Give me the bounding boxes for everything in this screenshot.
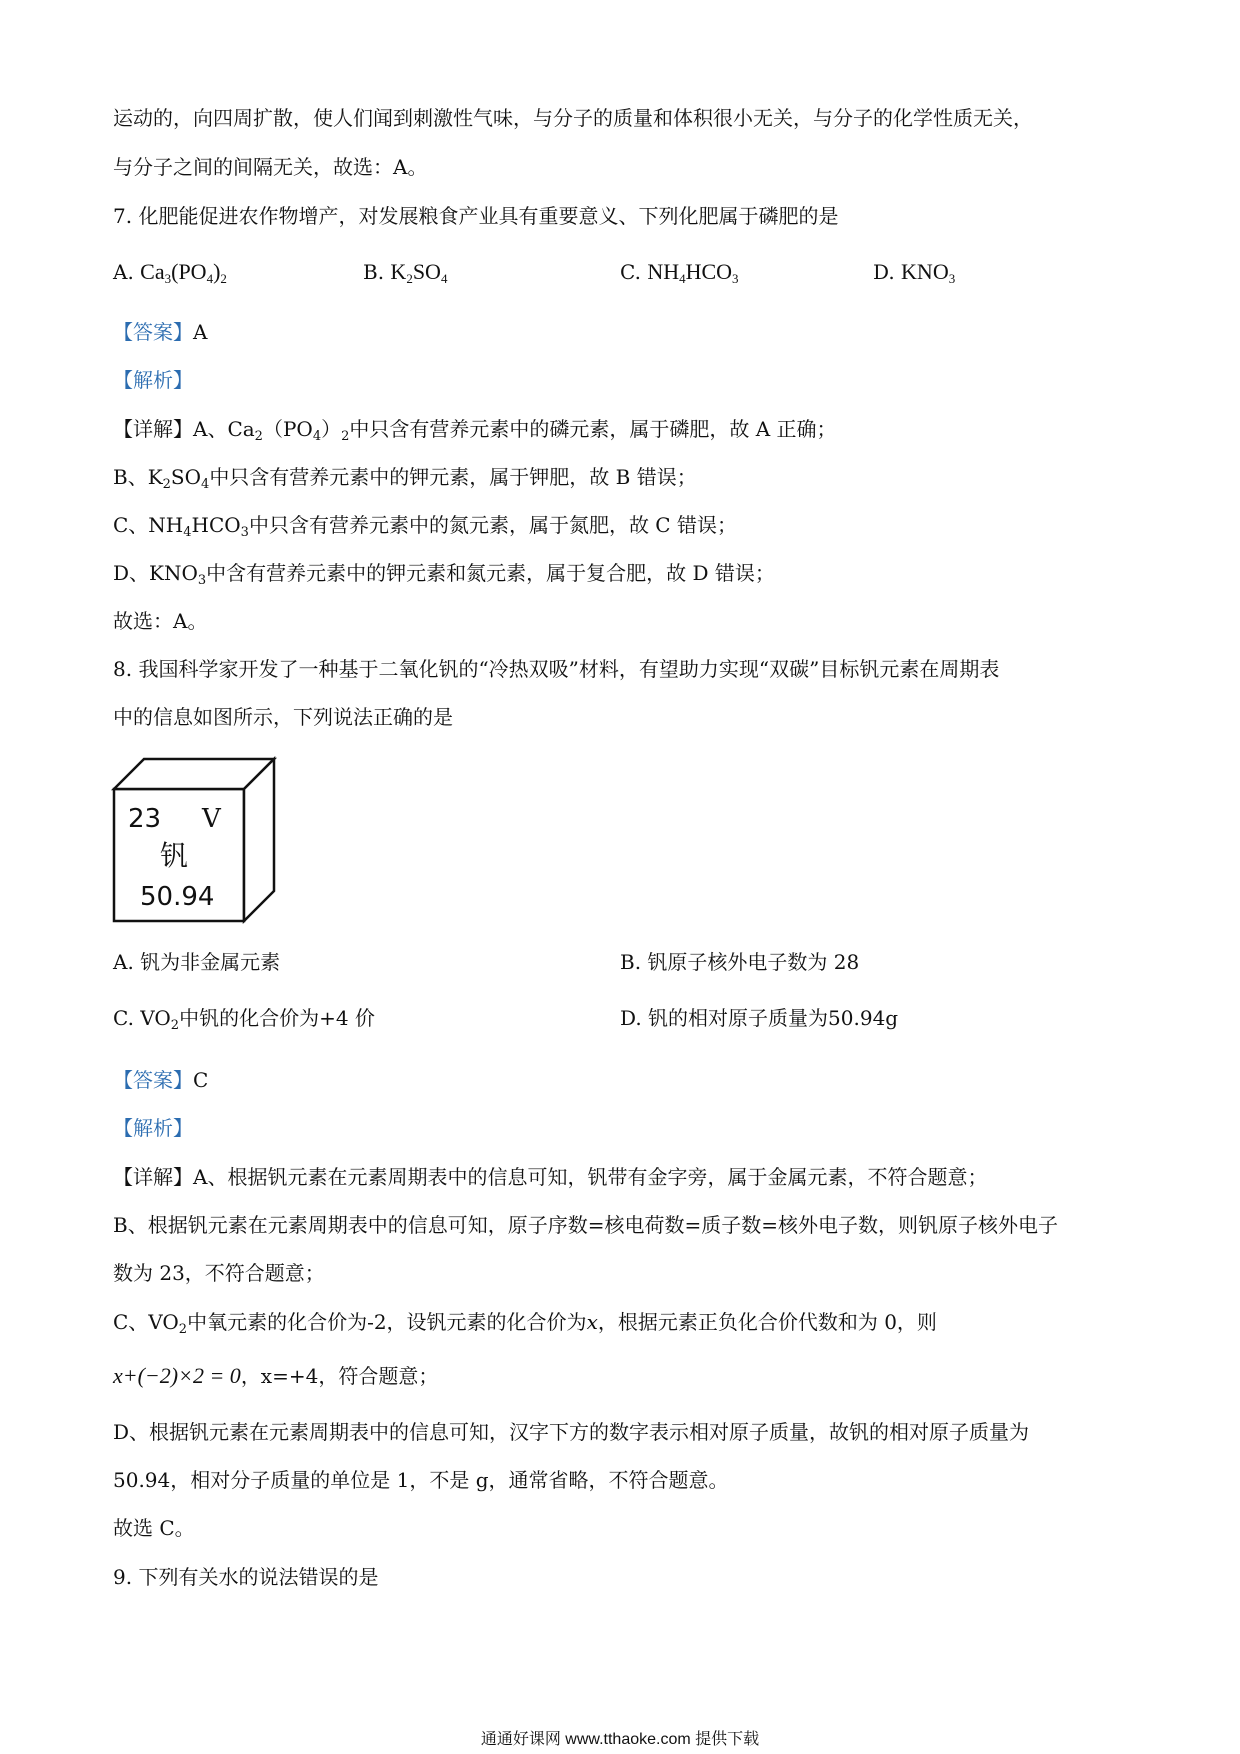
option-label: B. bbox=[363, 260, 385, 284]
q8-detail-b2: 数为 23，不符合题意； bbox=[113, 1261, 325, 1285]
subscript: 3 bbox=[732, 271, 739, 286]
question-8-line2: 中的信息如图所示，下列说法正确的是 bbox=[113, 705, 453, 729]
q7-option-a bbox=[113, 258, 227, 293]
q7-detail-d bbox=[113, 559, 775, 595]
q7-conclusion: 故选：A。 bbox=[113, 609, 208, 633]
text: 中氧元素的化合价为-2，设钒元素的化合价为 bbox=[187, 1310, 587, 1334]
text: 中只含有营养元素中的磷元素，属于磷肥，故 A 正确； bbox=[349, 417, 837, 441]
q8-detail-d2: 50.94，相对分子质量的单位是 1，不是 g，通常省略，不符合题意。 bbox=[113, 1468, 729, 1492]
q8-detail-b1: B、根据钒元素在元素周期表中的信息可知，原子序数=核电荷数=质子数=核外电子数，则钒原子核外电子 bbox=[113, 1213, 1058, 1237]
q8-detail-a: 【详解】A、根据钒元素在元素周期表中的信息可知，钒带有金字旁，属于金属元素，不符合题意； bbox=[113, 1165, 988, 1189]
q8-answer bbox=[113, 1066, 208, 1094]
q8-option-d: D. 钒的相对原子质量为50.94g bbox=[620, 1006, 899, 1030]
subscript: 2 bbox=[162, 477, 171, 492]
atomic-mass: 50.94 bbox=[140, 882, 215, 912]
subscript: 3 bbox=[197, 573, 207, 588]
subscript: 3 bbox=[164, 271, 172, 286]
question-9: 9. 下列有关水的说法错误的是 bbox=[113, 1565, 379, 1589]
atomic-number: 23 bbox=[128, 804, 162, 834]
q7-option-b bbox=[363, 258, 447, 293]
question-7: 7. 化肥能促进农作物增产，对发展粮食产业具有重要意义、下列化肥属于磷肥的是 bbox=[113, 204, 839, 228]
formula-part: (PO bbox=[171, 259, 207, 284]
text: 中只含有营养元素中的钾元素，属于钾肥，故 B 错误； bbox=[209, 465, 697, 489]
q7-detail-b bbox=[113, 463, 697, 499]
q8-option-b: B. 钒原子核外电子数为 28 bbox=[620, 950, 860, 974]
q8-detail-d1: D、根据钒元素在元素周期表中的信息可知，汉字下方的数字表示相对原子质量，故钒的相对原子质量为 bbox=[113, 1420, 1030, 1444]
subscript: 4 bbox=[201, 477, 210, 492]
subscript: 2 bbox=[178, 1322, 188, 1337]
option-label: A. bbox=[113, 260, 134, 284]
text: C、VO bbox=[113, 1310, 179, 1334]
text: 中含有营养元素中的钾元素和氮元素，属于复合肥，故 D 错误； bbox=[206, 561, 775, 585]
q8-conclusion: 故选 C。 bbox=[113, 1516, 195, 1540]
formula bbox=[901, 259, 955, 284]
page-footer: 通通好课网 www.tthaoke.com 提供下载 bbox=[480, 1731, 760, 1748]
option-label: C. bbox=[620, 260, 641, 284]
element-symbol: V bbox=[202, 804, 221, 834]
subscript: 2 bbox=[341, 429, 350, 444]
text: ，根据元素正负化合价代数和为 0，则 bbox=[597, 1310, 937, 1334]
equation: x+(−2)×2 = 0 bbox=[113, 1363, 241, 1388]
formula-part: SO bbox=[412, 259, 441, 284]
subscript: 4 bbox=[183, 525, 192, 540]
subscript: 4 bbox=[312, 429, 322, 444]
text-line: 运动的，向四周扩散，使人们闻到刺激性气味，与分子的质量和体积很小无关，与分子的化学性质无关， bbox=[113, 106, 1033, 130]
q7-analysis-tag: 【解析】 bbox=[113, 368, 193, 392]
text: SO bbox=[170, 465, 202, 489]
subscript: 2 bbox=[254, 429, 263, 444]
q7-option-d bbox=[873, 258, 955, 293]
q8-detail-c2 bbox=[113, 1362, 438, 1390]
answer-tag: 【答案】 bbox=[113, 320, 193, 344]
subscript: 3 bbox=[948, 271, 956, 286]
answer-value: A bbox=[193, 320, 208, 344]
text-line: 与分子之间的间隔无关，故选：A。 bbox=[113, 155, 428, 179]
formula-part: HCO bbox=[685, 259, 733, 284]
formula bbox=[140, 259, 227, 284]
q7-detail-a bbox=[113, 415, 837, 451]
q8-option-c bbox=[113, 1004, 375, 1040]
text: 中只含有营养元素中的氮元素，属于氮肥，故 C 错误； bbox=[248, 513, 737, 537]
variable: x bbox=[586, 1310, 598, 1334]
formula-part: Ca bbox=[140, 259, 165, 284]
subscript: 4 bbox=[206, 271, 214, 286]
q7-detail-c bbox=[113, 511, 737, 547]
text: D、KNO bbox=[113, 561, 198, 585]
q7-option-c bbox=[620, 258, 739, 293]
formula-part: K bbox=[390, 259, 407, 284]
subscript: 2 bbox=[220, 271, 227, 286]
text: 【详解】A、Ca bbox=[113, 417, 255, 441]
answer-tag: 【答案】 bbox=[113, 1068, 193, 1092]
text: ） bbox=[321, 417, 342, 441]
text: HCO bbox=[191, 513, 241, 537]
text: 中钒的化合价为+4 价 bbox=[179, 1006, 375, 1030]
formula-part: ) bbox=[213, 259, 221, 284]
text: C、NH bbox=[113, 513, 184, 537]
q8-analysis-tag: 【解析】 bbox=[113, 1116, 193, 1140]
element-name: 钒 bbox=[160, 839, 189, 872]
subscript: 4 bbox=[679, 271, 686, 286]
subscript: 4 bbox=[440, 271, 448, 286]
formula-part: KNO bbox=[901, 259, 949, 284]
answer-value: C bbox=[193, 1068, 209, 1092]
q7-answer bbox=[113, 318, 207, 346]
cube-side-face bbox=[244, 759, 274, 921]
text: （PO bbox=[262, 417, 313, 441]
element-cube-figure bbox=[110, 755, 290, 930]
formula bbox=[390, 259, 447, 284]
subscript: 2 bbox=[406, 271, 413, 286]
option-label: D. bbox=[873, 260, 895, 284]
q8-option-a: A. 钒为非金属元素 bbox=[113, 950, 281, 974]
text: C. VO bbox=[113, 1006, 171, 1030]
subscript: 2 bbox=[170, 1018, 180, 1033]
formula bbox=[647, 259, 738, 284]
question-8-line1: 8. 我国科学家开发了一种基于二氧化钒的“冷热双吸”材料，有望助力实现“双碳”目标钒元素在周期表 bbox=[113, 657, 1000, 681]
q8-detail-c1 bbox=[113, 1308, 937, 1344]
subscript: 3 bbox=[240, 525, 249, 540]
text: ，x=+4，符合题意； bbox=[240, 1364, 439, 1388]
formula-part: NH bbox=[647, 259, 680, 284]
text: B、K bbox=[113, 465, 163, 489]
